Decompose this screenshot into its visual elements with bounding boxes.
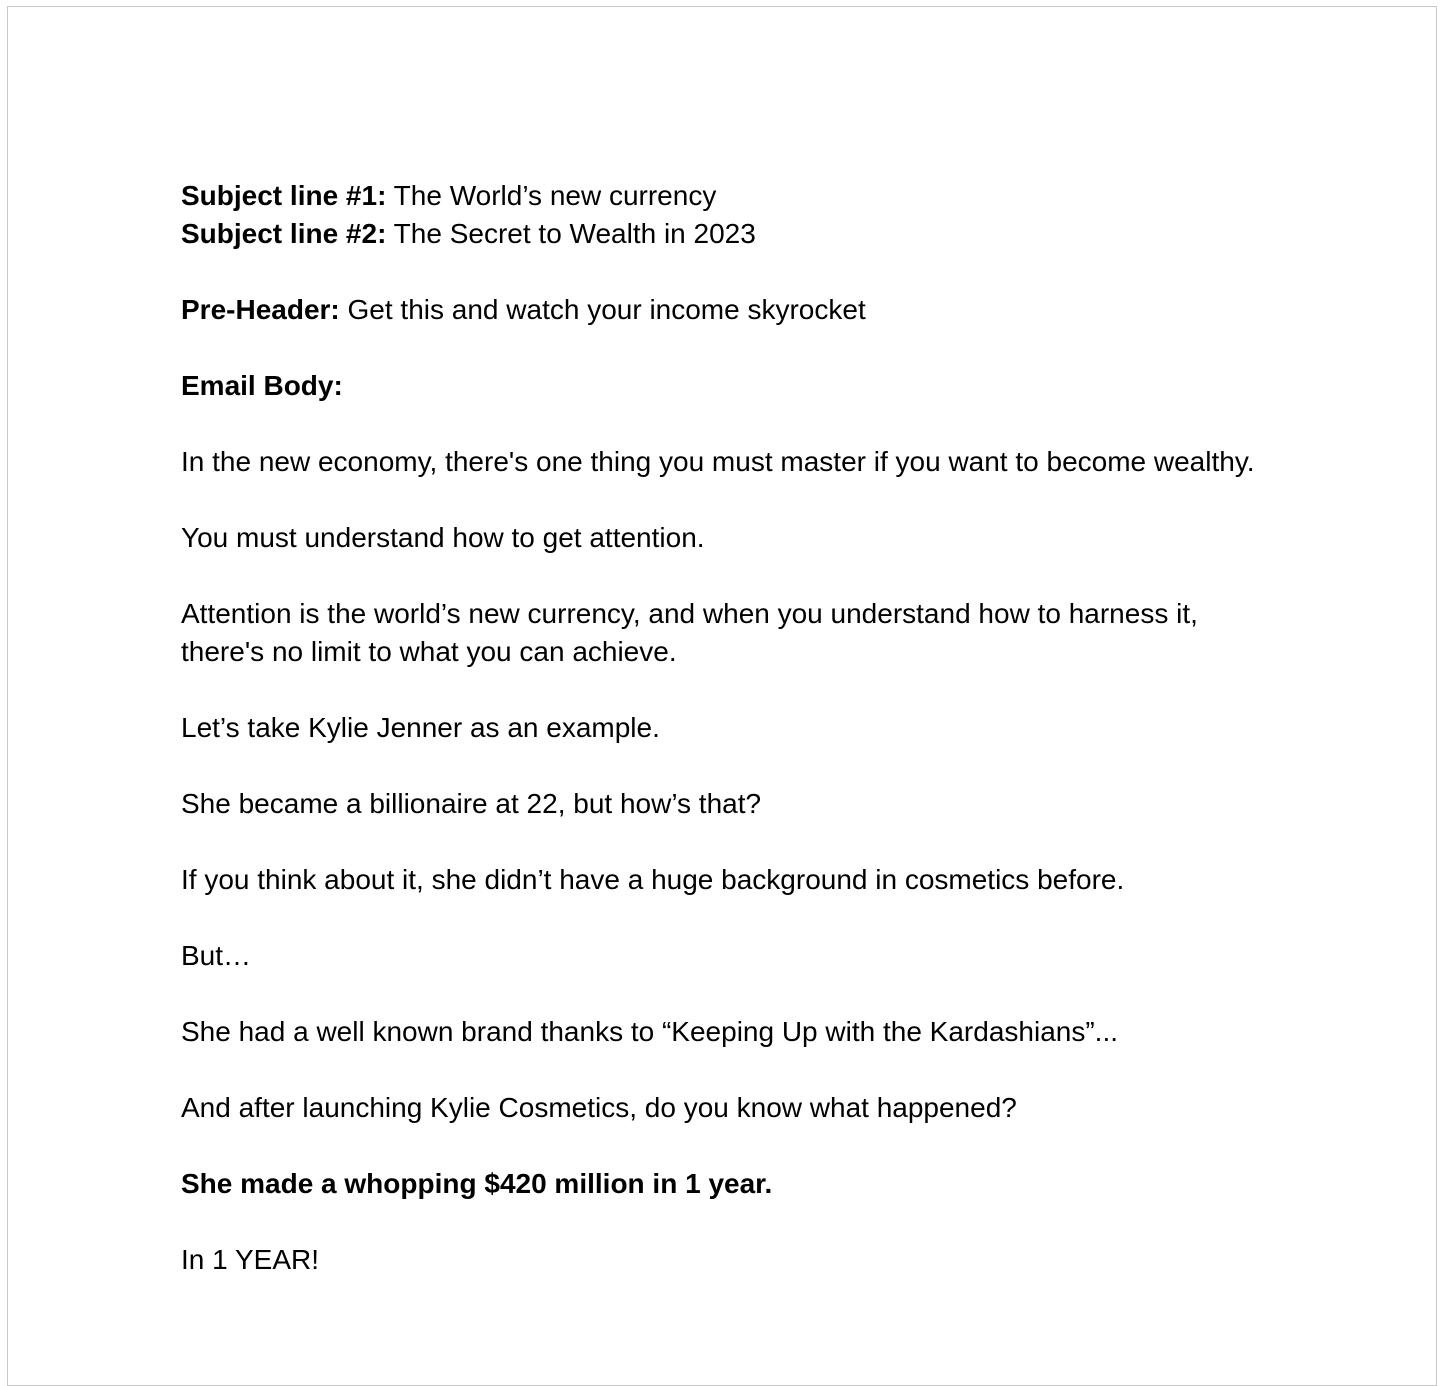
pre-header-label: Pre-Header: — [181, 294, 340, 325]
body-paragraph-1: In the new economy, there's one thing you must master if you want to become wealthy. — [181, 446, 1255, 477]
body-paragraph-2: You must understand how to get attention. — [181, 522, 705, 553]
pre-header-text: Get this and watch your income skyrocket — [339, 294, 866, 325]
body-paragraph-11: In 1 YEAR! — [181, 1244, 320, 1275]
document-page — [7, 6, 1437, 1386]
subject-line-1-label: Subject line #1: — [181, 180, 387, 211]
subject-line-2 — [181, 215, 1261, 253]
document-body[interactable] — [181, 177, 1261, 1317]
subject-line-2-text: The Secret to Wealth in 2023 — [386, 218, 756, 249]
body-paragraph-3: Attention is the world’s new currency, and when you understand how to harness it, there's no limit to what you can achieve. — [181, 598, 1198, 667]
body-paragraph-8: She had a well known brand thanks to “Keeping Up with the Kardashians”... — [181, 1016, 1119, 1047]
body-paragraph-9: And after launching Kylie Cosmetics, do you know what happened? — [181, 1092, 1017, 1123]
subject-line-1 — [181, 177, 1261, 215]
subject-line-1-text: The World’s new currency — [386, 180, 717, 211]
body-paragraph-7: But… — [181, 940, 252, 971]
body-paragraph-4: Let’s take Kylie Jenner as an example. — [181, 712, 660, 743]
body-paragraph-10: She made a whopping $420 million in 1 year. — [181, 1168, 773, 1199]
email-body-label: Email Body: — [181, 370, 343, 401]
pre-header — [181, 291, 1261, 329]
body-paragraph-6: If you think about it, she didn’t have a huge background in cosmetics before. — [181, 864, 1125, 895]
email-body-heading — [181, 367, 1261, 405]
subject-line-2-label: Subject line #2: — [181, 218, 387, 249]
body-paragraph-5: She became a billionaire at 22, but how’s that? — [181, 788, 762, 819]
